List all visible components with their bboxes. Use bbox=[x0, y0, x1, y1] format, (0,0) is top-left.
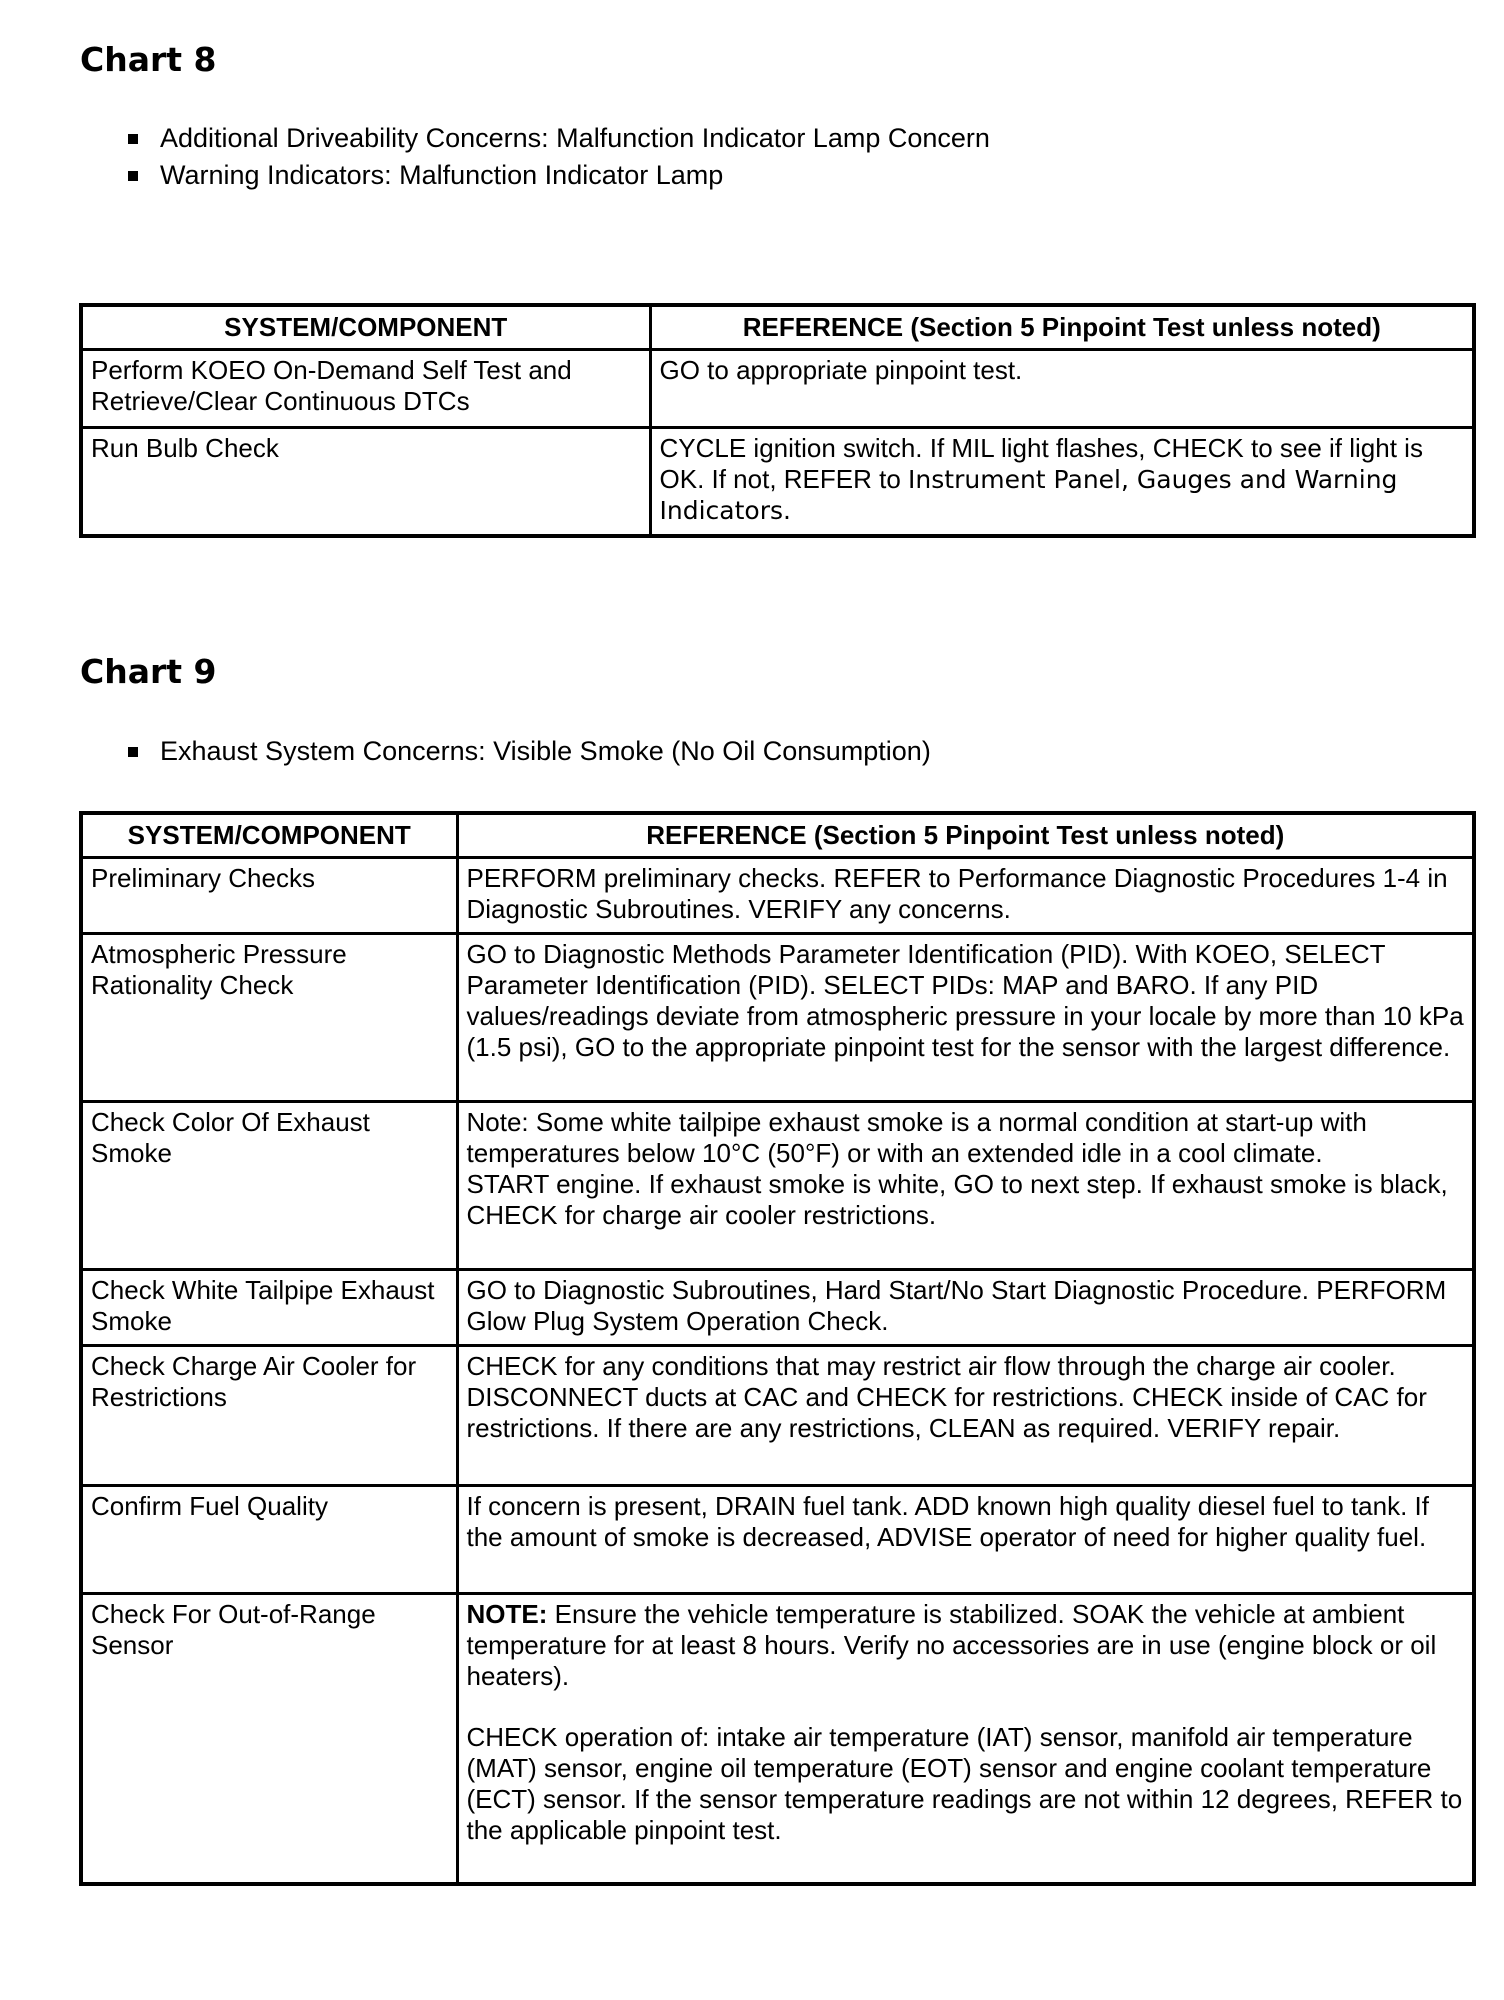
table-row bbox=[81, 350, 1474, 428]
reference-cell: GO to Diagnostic Subroutines, Hard Start/No Start Diagnostic Procedure. PERFORM Glow Plug System Operation Check. bbox=[457, 1270, 1474, 1346]
component-cell: Perform KOEO On-Demand Self Test and Retrieve/Clear Continuous DTCs bbox=[81, 350, 650, 428]
chart8-bullet-list bbox=[122, 120, 990, 194]
chart9-title: Chart 9 bbox=[80, 652, 217, 691]
list-item: Exhaust System Concerns: Visible Smoke (No Oil Consumption) bbox=[122, 733, 931, 770]
chart8-table bbox=[79, 303, 1476, 538]
instrument-panel-reference: Instrument Panel, Gauges and Warning Indicators. bbox=[659, 465, 1398, 525]
bullet-square-icon bbox=[128, 171, 138, 181]
reference-cell: GO to Diagnostic Methods Parameter Identification (PID). With KOEO, SELECT Parameter Identification (PID). SELECT PIDs: MAP and BARO. If any PID values/readings deviate from atmospheric pressure in your locale by more than 10 kPa (1.5 psi), GO to the appropriate pinpoint test for the sensor with the largest difference. bbox=[457, 934, 1474, 1102]
column-header-reference: REFERENCE (Section 5 Pinpoint Test unless noted) bbox=[650, 305, 1474, 350]
table-header-row bbox=[81, 305, 1474, 350]
reference-cell: GO to appropriate pinpoint test. bbox=[650, 350, 1474, 428]
table-row bbox=[81, 1102, 1474, 1270]
component-cell: Confirm Fuel Quality bbox=[81, 1486, 457, 1594]
component-cell: Check Color Of Exhaust Smoke bbox=[81, 1102, 457, 1270]
list-item: Additional Driveability Concerns: Malfunction Indicator Lamp Concern bbox=[122, 120, 990, 157]
note-label: NOTE: bbox=[466, 1599, 548, 1629]
table-header-row bbox=[81, 813, 1474, 858]
table-row bbox=[81, 428, 1474, 536]
chart9-table bbox=[79, 811, 1476, 1886]
reference-cell: CYCLE ignition switch. If MIL light flashes, CHECK to see if light is OK. If not, REFER to Instrument Panel, Gauges and Warning Indicators. bbox=[650, 428, 1474, 536]
component-cell: Run Bulb Check bbox=[81, 428, 650, 536]
component-cell: Preliminary Checks bbox=[81, 858, 457, 934]
reference-cell: Note: Some white tailpipe exhaust smoke is a normal condition at start-up with temperatures below 10°C (50°F) or with an extended idle in a cool climate. START engine. If exhaust smoke is white, GO to next step. If exhaust smoke is black, CHECK for charge air cooler restrictions. bbox=[457, 1102, 1474, 1270]
chart9-bullet-list bbox=[122, 733, 931, 770]
table-row bbox=[81, 1346, 1474, 1486]
reference-cell: PERFORM preliminary checks. REFER to Performance Diagnostic Procedures 1-4 in Diagnostic Subroutines. VERIFY any concerns. bbox=[457, 858, 1474, 934]
reference-cell: NOTE: Ensure the vehicle temperature is stabilized. SOAK the vehicle at ambient temperature for at least 8 hours. Verify no accessories are in use (engine block or oil heaters). CHECK operation of: intake air temperature (IAT) sensor, manifold air temperature (MAT) sensor, engine oil temperature (EOT) sensor and engine coolant temperature (ECT) sensor. If the sensor temperature readings are not within 12 degrees, REFER to the applicable pinpoint test. bbox=[457, 1594, 1474, 1884]
component-cell: Check For Out-of-Range Sensor bbox=[81, 1594, 457, 1884]
component-cell: Check Charge Air Cooler for Restrictions bbox=[81, 1346, 457, 1486]
table-row bbox=[81, 1270, 1474, 1346]
column-header-reference: REFERENCE (Section 5 Pinpoint Test unless noted) bbox=[457, 813, 1474, 858]
list-item: Warning Indicators: Malfunction Indicator Lamp bbox=[122, 157, 990, 194]
column-header-system-component: SYSTEM/COMPONENT bbox=[81, 305, 650, 350]
bullet-square-icon bbox=[128, 747, 138, 757]
bullet-square-icon bbox=[128, 134, 138, 144]
table-row bbox=[81, 858, 1474, 934]
component-cell: Check White Tailpipe Exhaust Smoke bbox=[81, 1270, 457, 1346]
reference-cell: CHECK for any conditions that may restrict air flow through the charge air cooler. DISCONNECT ducts at CAC and CHECK for restrictions. CHECK inside of CAC for restrictions. If there are any restrictions, CLEAN as required. VERIFY repair. bbox=[457, 1346, 1474, 1486]
table-row bbox=[81, 1486, 1474, 1594]
table-row bbox=[81, 934, 1474, 1102]
table-row bbox=[81, 1594, 1474, 1884]
chart8-title: Chart 8 bbox=[80, 40, 217, 79]
column-header-system-component: SYSTEM/COMPONENT bbox=[81, 813, 457, 858]
component-cell: Atmospheric Pressure Rationality Check bbox=[81, 934, 457, 1102]
reference-cell: If concern is present, DRAIN fuel tank. ADD known high quality diesel fuel to tank. If the amount of smoke is decreased, ADVISE operator of need for higher quality fuel. bbox=[457, 1486, 1474, 1594]
